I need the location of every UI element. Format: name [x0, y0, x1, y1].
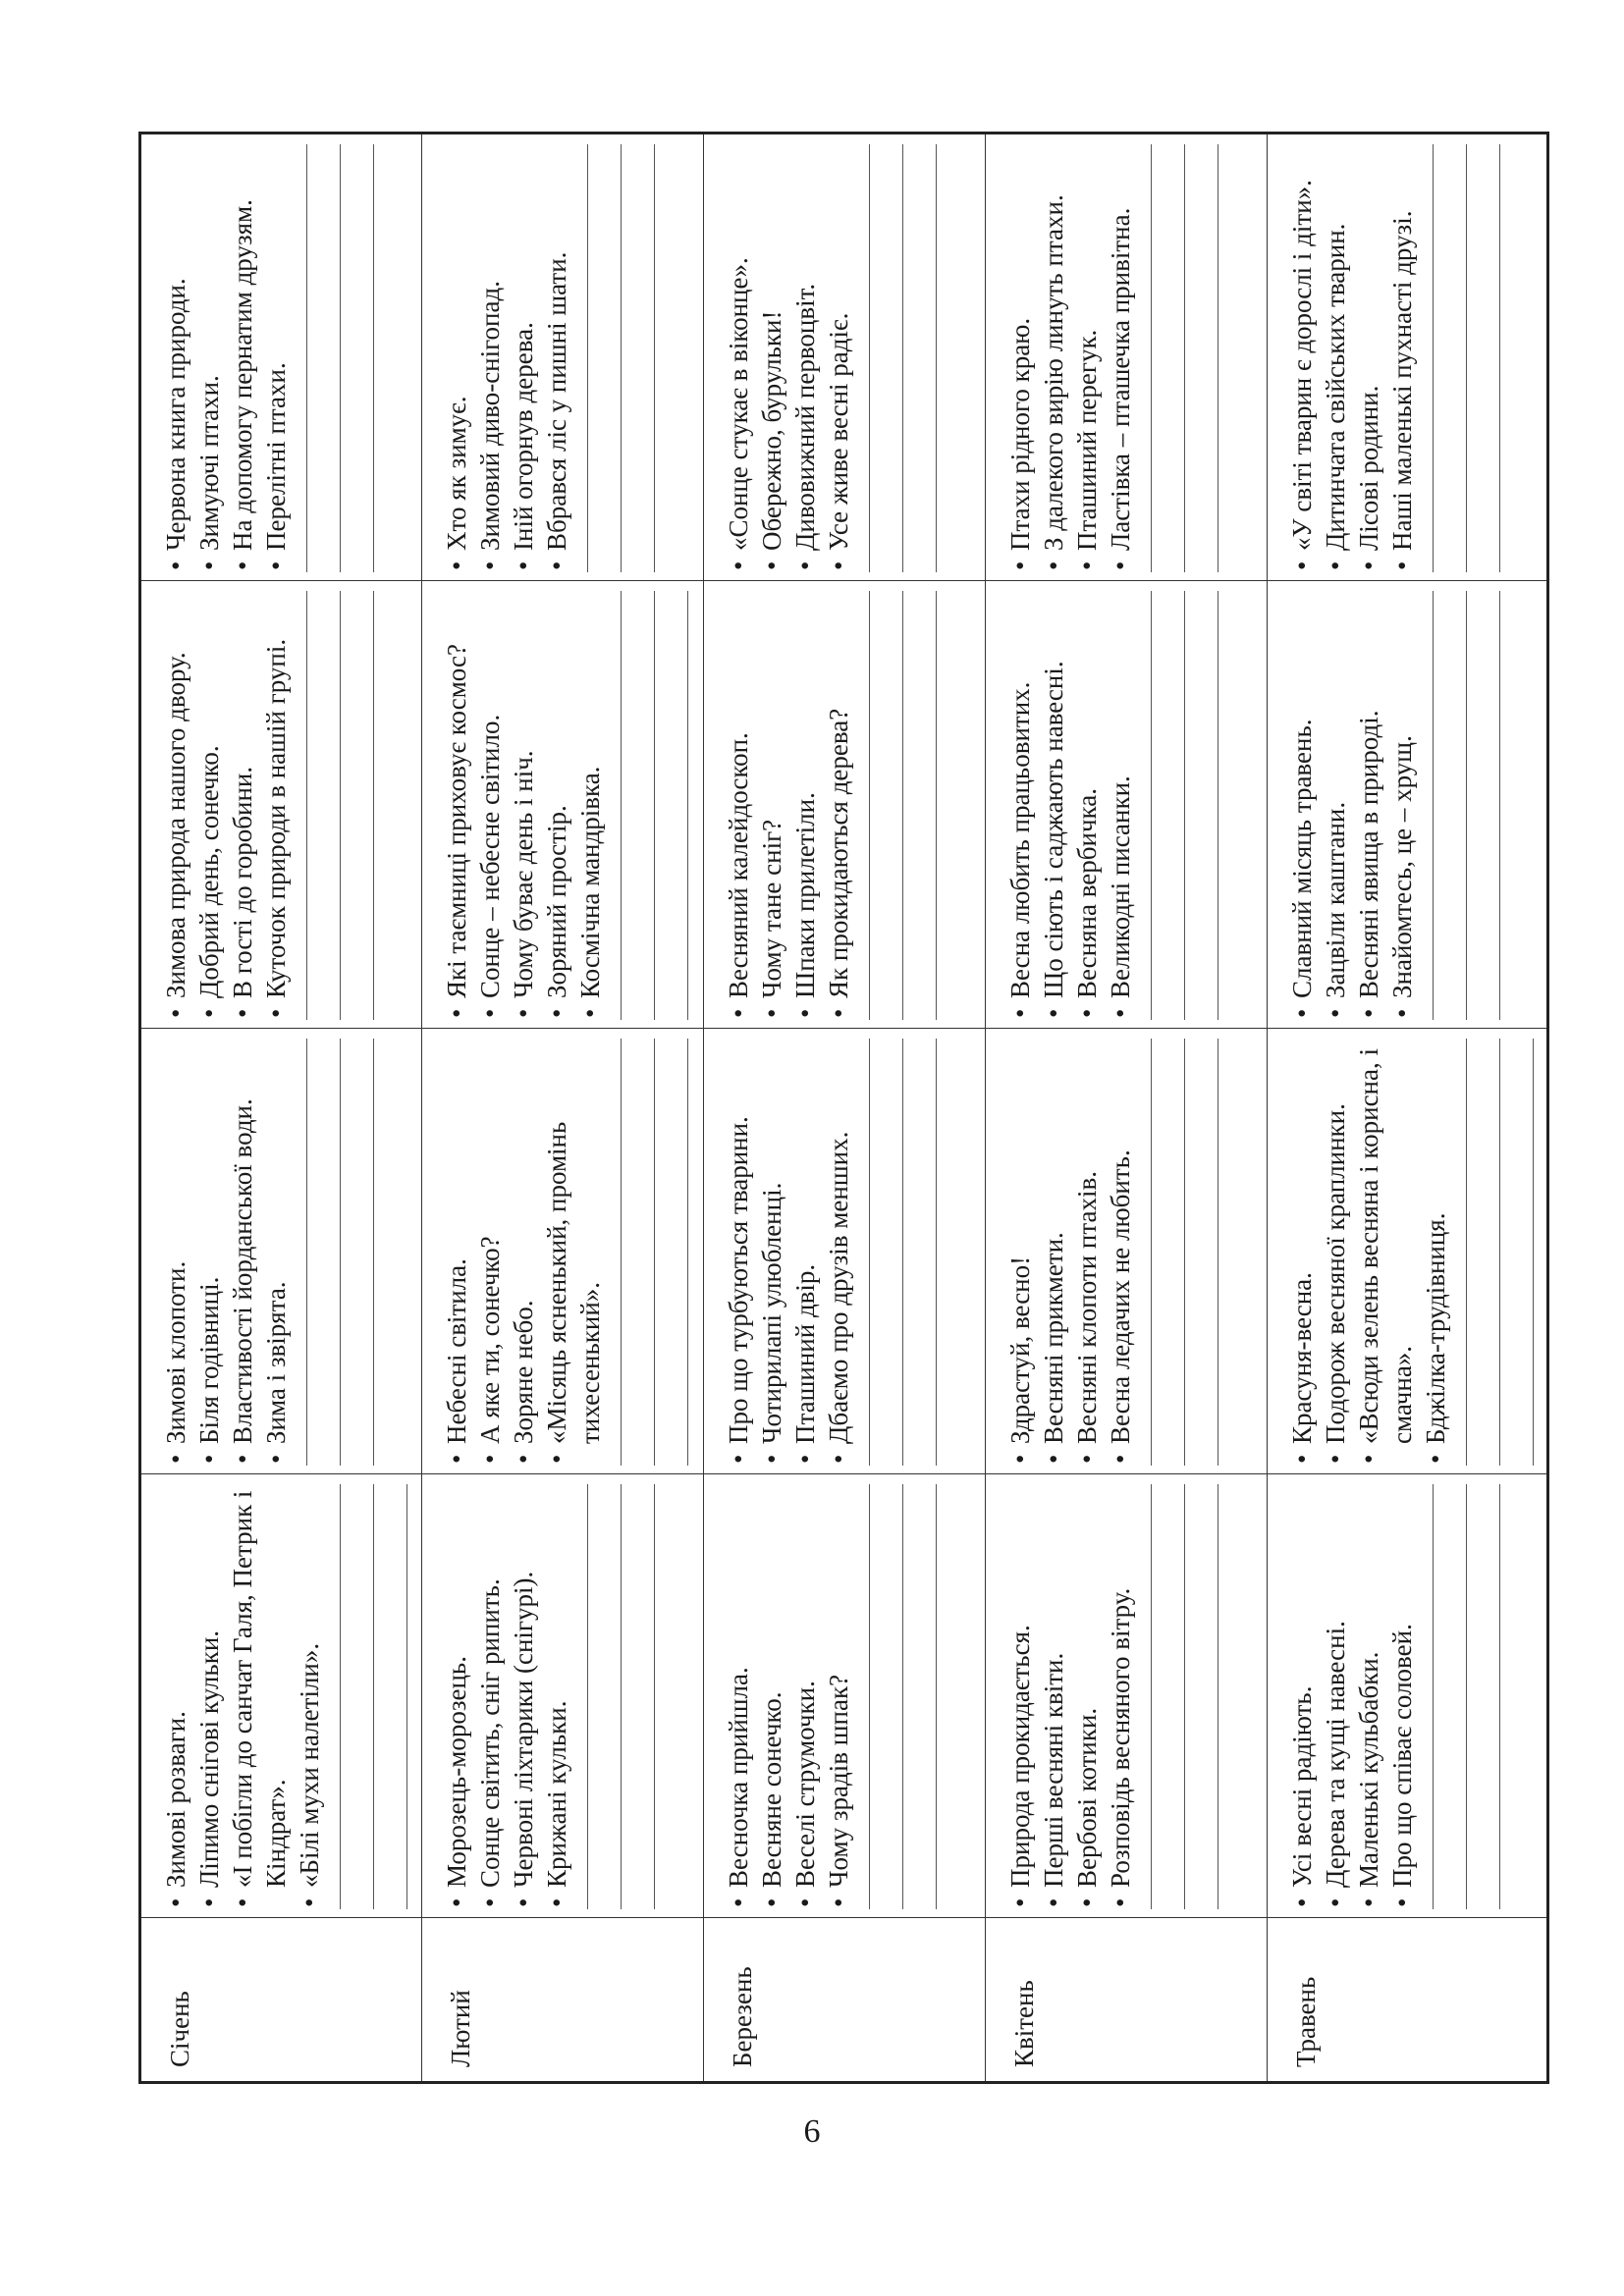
topic-item: • Розповідь весняного вітру. — [1104, 1484, 1137, 1909]
topic-item: • «І побігли до санчат Галя, Петрик і Кіндрат». — [226, 1484, 293, 1909]
topic-cell — [704, 133, 985, 581]
topic-cell — [140, 1029, 422, 1474]
notes-blank-lines — [340, 1484, 407, 1909]
blank-line — [307, 1039, 341, 1466]
month-cell — [704, 1918, 985, 2083]
topic-item: • Птахи рідного краю. — [1003, 144, 1037, 572]
topic-item: • Куточок природи в нашій групі. — [259, 591, 293, 1020]
notes-blank-lines — [1433, 1484, 1500, 1909]
notes-blank-lines — [869, 591, 937, 1020]
topic-item: • Іній огорнув дерева. — [507, 144, 540, 572]
topic-item: • «Всюди зелень весняна і корисна, і смачна». — [1352, 1039, 1419, 1466]
blank-line — [1185, 1039, 1218, 1466]
topic-item: • Весняні прикмети. — [1037, 1039, 1070, 1466]
table-row — [422, 133, 704, 2083]
page-number: 6 — [803, 2113, 821, 2150]
blank-line — [1152, 144, 1185, 572]
monthly-plan-table — [138, 132, 1549, 2084]
month-cell — [422, 1918, 704, 2083]
notes-blank-lines — [621, 1039, 688, 1466]
topic-cell-content — [704, 581, 937, 1028]
topic-cell-content — [986, 1474, 1218, 1917]
blank-line — [1467, 1484, 1500, 1909]
topic-cell-content — [422, 581, 688, 1028]
topic-list — [722, 1039, 855, 1466]
month-cell — [140, 1918, 422, 2083]
topic-item: • Про що турбуються тварини. — [722, 1039, 755, 1466]
topic-item: • Дерева та кущі навесні. — [1319, 1484, 1352, 1909]
topic-item: • Чому зрадів шпак? — [822, 1484, 855, 1909]
notes-blank-lines — [869, 1039, 937, 1466]
topic-list — [440, 591, 607, 1020]
topic-cell — [1267, 1029, 1547, 1474]
notes-blank-lines — [1433, 144, 1500, 572]
topic-item: • Маленькі кульбабки. — [1352, 1484, 1385, 1909]
topic-item: • Про що співає соловей. — [1385, 1484, 1419, 1909]
topic-item: • Чому буває день і ніч. — [507, 591, 540, 1020]
topic-list — [1285, 1039, 1452, 1466]
blank-line — [622, 1039, 655, 1466]
topic-item: • Веселі струмочки. — [788, 1484, 822, 1909]
topic-item: • На допомогу пернатим друзям. — [226, 144, 259, 572]
topic-cell — [1267, 581, 1547, 1029]
month-label: Травень — [1290, 1976, 1321, 2067]
topic-cell — [422, 581, 704, 1029]
topic-item: • Великодні писанки. — [1104, 591, 1137, 1020]
notes-blank-lines — [1151, 591, 1218, 1020]
topic-cell-content — [141, 581, 374, 1028]
topic-cell-content — [1268, 581, 1500, 1028]
topic-cell — [985, 1474, 1267, 1918]
blank-line — [870, 591, 903, 1020]
blank-line — [1185, 591, 1218, 1020]
topic-item: • Наші маленькі пухнасті друзі. — [1385, 144, 1419, 572]
topic-item: • Знайомтесь, це – хрущ. — [1385, 591, 1419, 1020]
topic-item: • Зима і звірята. — [259, 1039, 293, 1466]
topic-cell-content — [141, 134, 374, 580]
topic-cell — [1267, 1474, 1547, 1918]
blank-line — [1434, 1484, 1467, 1909]
topic-list — [159, 1484, 326, 1909]
rotated-table-wrapper — [138, 134, 1549, 2084]
topic-list — [440, 1484, 573, 1909]
blank-line — [903, 1484, 937, 1909]
topic-item: • Зимова природа нашого двору. — [159, 591, 192, 1020]
notes-blank-lines — [306, 1039, 374, 1466]
blank-line — [307, 144, 341, 572]
notes-blank-lines — [1151, 1484, 1218, 1909]
month-label: Січень — [165, 1991, 194, 2067]
topic-item: • «Білі мухи налетіли». — [293, 1484, 326, 1909]
month-cell — [1267, 1918, 1547, 2083]
topic-item: • Чому тане сніг? — [755, 591, 788, 1020]
topic-item: • Шпаки прилетіли. — [788, 591, 822, 1020]
blank-line — [870, 1484, 903, 1909]
topic-item: • Зацвіли каштани. — [1319, 591, 1352, 1020]
blank-line — [588, 144, 622, 572]
topic-cell — [704, 1029, 985, 1474]
notes-blank-lines — [587, 1484, 655, 1909]
notes-blank-lines — [1151, 1039, 1218, 1466]
topic-list — [1285, 591, 1419, 1020]
topic-item: • Дивовижний первоцвіт. — [788, 144, 822, 572]
topic-item: • «Місяць ясненький, промінь тихесенький». — [540, 1039, 607, 1466]
topic-cell — [140, 1474, 422, 1918]
topic-cell-content — [704, 1474, 937, 1917]
blank-line — [903, 144, 937, 572]
topic-list — [159, 591, 293, 1020]
topic-item: • Вербові котики. — [1070, 1484, 1104, 1909]
topic-item: • Небесні світила. — [440, 1039, 473, 1466]
notes-blank-lines — [306, 144, 374, 572]
blank-line — [1434, 144, 1467, 572]
topic-cell-content — [141, 1474, 407, 1917]
topic-item: • Зимовий диво-снігопад. — [473, 144, 507, 572]
topic-item: • Усе живе весні радіє. — [822, 144, 855, 572]
topic-item: • «У світі тварин є дорослі і діти». — [1285, 144, 1319, 572]
blank-line — [903, 1039, 937, 1466]
topic-list — [440, 1039, 607, 1466]
topic-item: • Вбрався ліс у пишні шати. — [540, 144, 573, 572]
topic-item: • Весняний калейдоскоп. — [722, 591, 755, 1020]
blank-line — [655, 1039, 688, 1466]
blank-line — [1152, 591, 1185, 1020]
topic-item: • Ластівка – пташечка привітна. — [1104, 144, 1137, 572]
blank-line — [1152, 1039, 1185, 1466]
topic-item: • «Сонце стукає в віконце». — [722, 144, 755, 572]
topic-item: • Весняне сонечко. — [755, 1484, 788, 1909]
blank-line — [341, 591, 374, 1020]
topic-item: • Які таємниці приховує космос? — [440, 591, 473, 1020]
topic-item: • Чотирилапі улюбленці. — [755, 1039, 788, 1466]
table-row — [704, 133, 985, 2083]
topic-cell — [140, 581, 422, 1029]
topic-list — [1003, 1039, 1137, 1466]
topic-list — [159, 1039, 293, 1466]
topic-cell — [704, 581, 985, 1029]
blank-line — [341, 144, 374, 572]
topic-item: • Що сіють і саджають навесні. — [1037, 591, 1070, 1020]
topic-item: • Природа прокидається. — [1003, 1484, 1037, 1909]
topic-item: • Сонце – небесне світило. — [473, 591, 507, 1020]
topic-cell — [422, 133, 704, 581]
topic-cell-content — [1268, 1474, 1500, 1917]
topic-item: • Весняні явища в природі. — [1352, 591, 1385, 1020]
notes-blank-lines — [1151, 144, 1218, 572]
topic-item: • З далекого вирію линуть птахи. — [1037, 144, 1070, 572]
table-body — [140, 133, 1548, 2083]
topic-item: • Червона книга природи. — [159, 144, 192, 572]
topic-list — [159, 144, 293, 572]
topic-item: • Як прокидаються дерева? — [822, 591, 855, 1020]
topic-cell — [985, 1029, 1267, 1474]
blank-line — [903, 591, 937, 1020]
topic-item: • Бджілка-трудівниця. — [1419, 1039, 1452, 1466]
topic-cell-content — [704, 134, 937, 580]
blank-line — [1500, 1039, 1534, 1466]
topic-cell-content — [422, 1474, 655, 1917]
topic-cell-content — [422, 134, 655, 580]
blank-line — [1467, 144, 1500, 572]
topic-list — [722, 591, 855, 1020]
topic-item: • Дитинчата свійських тварин. — [1319, 144, 1352, 572]
blank-line — [307, 591, 341, 1020]
notes-blank-lines — [1433, 591, 1500, 1020]
blank-line — [870, 144, 903, 572]
topic-item: • Морозець-морозець. — [440, 1484, 473, 1909]
topic-list — [1285, 1484, 1419, 1909]
topic-cell-content — [704, 1029, 937, 1473]
topic-item: • Весночка прийшла. — [722, 1484, 755, 1909]
topic-item: • Весна ледачих не любить. — [1104, 1039, 1137, 1466]
topic-cell-content — [986, 134, 1218, 580]
topic-item: • Славний місяць травень. — [1285, 591, 1319, 1020]
notes-blank-lines — [869, 144, 937, 572]
topic-item: • Зимуючі птахи. — [192, 144, 226, 572]
topic-item: • Весняні клопоти птахів. — [1070, 1039, 1104, 1466]
notes-blank-lines — [621, 591, 688, 1020]
blank-line — [870, 1039, 903, 1466]
topic-item: • Пташиний перегук. — [1070, 144, 1104, 572]
topic-item: • Перші весняні квіти. — [1037, 1484, 1070, 1909]
blank-line — [1467, 1039, 1500, 1466]
topic-cell — [985, 133, 1267, 581]
topic-item: • Здрастуй, весно! — [1003, 1039, 1037, 1466]
topic-list — [1003, 144, 1137, 572]
topic-cell — [422, 1029, 704, 1474]
topic-cell — [1267, 133, 1547, 581]
topic-cell-content — [1268, 134, 1500, 580]
notes-blank-lines — [869, 1484, 937, 1909]
notes-blank-lines — [587, 144, 655, 572]
topic-item: • Весна любить працьовитих. — [1003, 591, 1037, 1020]
topic-list — [722, 1484, 855, 1909]
topic-item: • Красуня-весна. — [1285, 1039, 1319, 1466]
month-label: Квітень — [1008, 1980, 1039, 2067]
blank-line — [622, 1484, 655, 1909]
blank-line — [655, 591, 688, 1020]
blank-line — [1185, 1484, 1218, 1909]
topic-item: • Ліпимо снігові кульки. — [192, 1484, 226, 1909]
topic-cell — [985, 581, 1267, 1029]
notes-blank-lines — [1466, 1039, 1534, 1466]
blank-line — [622, 144, 655, 572]
blank-line — [1434, 591, 1467, 1020]
blank-line — [622, 591, 655, 1020]
topic-item: • Дбаємо про друзів менших. — [822, 1039, 855, 1466]
topic-cell — [422, 1474, 704, 1918]
blank-line — [341, 1484, 374, 1909]
topic-list — [1003, 1484, 1137, 1909]
topic-item: • А яке ти, сонечко? — [473, 1039, 507, 1466]
topic-item: • Червоні ліхтарики (снігурі). — [507, 1484, 540, 1909]
blank-line — [1185, 144, 1218, 572]
topic-item: • Лісові родини. — [1352, 144, 1385, 572]
topic-item: • Весняна вербичка. — [1070, 591, 1104, 1020]
topic-item: • Подорож весняної краплинки. — [1319, 1039, 1352, 1466]
topic-item: • Перелітні птахи. — [259, 144, 293, 572]
topic-cell — [140, 133, 422, 581]
topic-list — [1285, 144, 1419, 572]
topic-item: • Крижані кульки. — [540, 1484, 573, 1909]
topic-cell-content — [1268, 1029, 1534, 1473]
notes-blank-lines — [306, 591, 374, 1020]
blank-line — [1152, 1484, 1185, 1909]
blank-line — [1467, 591, 1500, 1020]
topic-item: • В гості до горобини. — [226, 591, 259, 1020]
table-row — [140, 133, 422, 2083]
topic-item: • Зоряне небо. — [507, 1039, 540, 1466]
blank-line — [341, 1039, 374, 1466]
topic-cell-content — [141, 1029, 374, 1473]
topic-item: • Сонце світить, сніг рипить. — [473, 1484, 507, 1909]
topic-item: • Біля годівниці. — [192, 1039, 226, 1466]
topic-list — [722, 144, 855, 572]
month-cell — [985, 1918, 1267, 2083]
topic-item: • Добрий день, сонечко. — [192, 591, 226, 1020]
blank-line — [374, 1484, 407, 1909]
topic-list — [440, 144, 573, 572]
topic-item: • Зимові розваги. — [159, 1484, 192, 1909]
table-row — [1267, 133, 1547, 2083]
topic-item: • Усі весні радіють. — [1285, 1484, 1319, 1909]
topic-item: • Пташиний двір. — [788, 1039, 822, 1466]
topic-item: • Властивості йорданської води. — [226, 1039, 259, 1466]
topic-item: • Обережно, бурульки! — [755, 144, 788, 572]
topic-list — [1003, 591, 1137, 1020]
topic-cell-content — [422, 1029, 688, 1473]
blank-line — [588, 1484, 622, 1909]
topic-item: • Хто як зимує. — [440, 144, 473, 572]
topic-cell-content — [986, 581, 1218, 1028]
month-label: Березень — [728, 1966, 758, 2067]
topic-cell-content — [986, 1029, 1218, 1473]
topic-item: • Зоряний простір. — [540, 591, 573, 1020]
topic-cell — [704, 1474, 985, 1918]
topic-item: • Космічна мандрівка. — [573, 591, 607, 1020]
topic-item: • Зимові клопоти. — [159, 1039, 192, 1466]
month-label: Лютий — [446, 1990, 476, 2067]
table-row — [985, 133, 1267, 2083]
